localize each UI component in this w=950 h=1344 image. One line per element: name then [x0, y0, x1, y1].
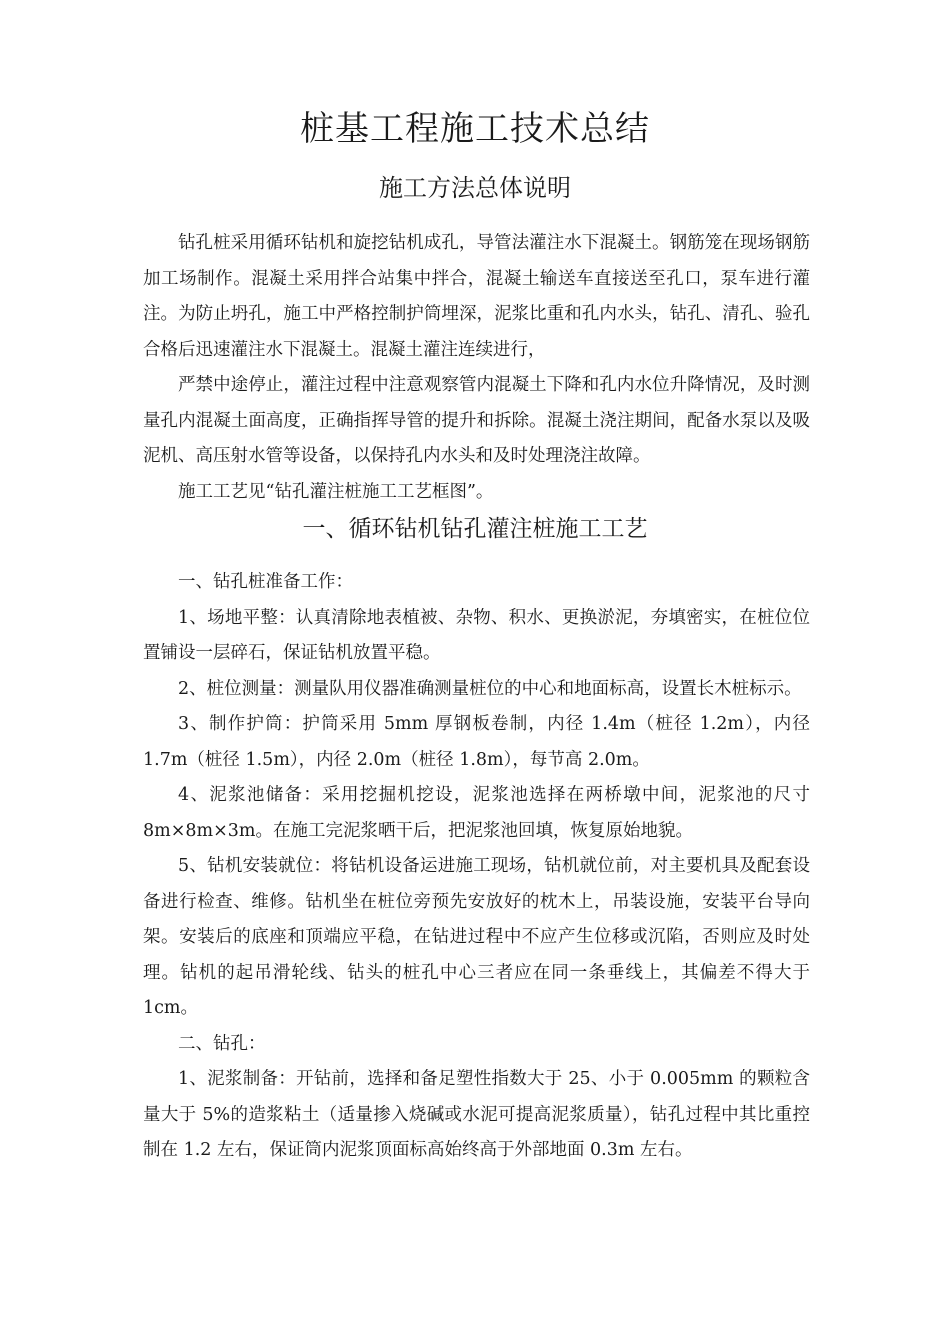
document-subtitle: 施工方法总体说明 [379, 174, 571, 202]
paragraph: 钻孔桩采用循环钻机和旋挖钻机成孔，导管法灌注水下混凝土。钢筋笼在现场钢筋加工场制作。混凝土采用拌合站集中拌合，混凝土输送车直接送至孔口，泵车进行灌注。为防止坍孔，施工中严格控制护筒埋深，泥浆比重和孔内水头，钻孔、清孔、验孔合格后迅速灌注水下混凝土。混凝土灌注连续进行， [143, 233, 810, 360]
paragraph: 4、泥浆池储备：采用挖掘机挖设，泥浆池选择在两桥墩中间，泥浆池的尺寸 8m×8m×3m。在施工完泥浆晒干后，把泥浆池回填，恢复原始地貌。 [143, 785, 810, 841]
paragraph: 5、钻机安装就位：将钻机设备运进施工现场，钻机就位前，对主要机具及配套设备进行检查、维修。钻机坐在桩位旁预先安放好的枕木上，吊装设施，安装平台导向架。安装后的底座和顶端应平稳，在钻进过程中不应产生位移或沉陷，否则应及时处理。钻机的起吊滑轮线、钻头的桩孔中心三者应在同一条垂线上，其偏差不得大于 1cm。 [143, 856, 810, 1018]
intro-section [143, 226, 810, 510]
subheading: 一、钻孔桩准备工作： [178, 572, 353, 592]
paragraph: 2、桩位测量：测量队用仪器准确测量桩位的中心和地面标高，设置长木桩标示。 [178, 678, 802, 699]
paragraph: 1、泥浆制备：开钻前，选择和备足塑性指数大于 25、小于 0.005mm 的颗粒含量大于 5%的造浆粘土（适量掺入烧碱或水泥可提高泥浆质量），钻孔过程中其比重控制在 1.2 左右，保证筒内泥浆顶面标高始终高于外部地面 0.3m 左右。 [143, 1069, 810, 1160]
document-title: 桩基工程施工技术总结 [300, 109, 650, 149]
paragraph: 严禁中途停止，灌注过程中注意观察管内混凝土下降和孔内水位升降情况，及时测量孔内混凝土面高度，正确指挥导管的提升和拆除。混凝土浇注期间，配备水泵以及吸泥机、高压射水管等设备，以保持孔内水头和及时处理浇注故障。 [143, 375, 810, 466]
section-body [143, 565, 810, 1169]
subheading: 二、钻孔： [178, 1033, 266, 1054]
paragraph: 施工工艺见“钻孔灌注桩施工工艺框图”。 [178, 481, 494, 502]
paragraph: 3、制作护筒：护筒采用 5mm 厚钢板卷制，内径 1.4m（桩径 1.2m），内径 1.7m（桩径 1.5m），内径 2.0m（桩径 1.8m），每节高 2.0m。 [143, 714, 810, 770]
section-heading: 一、循环钻机钻孔灌注桩施工工艺 [302, 516, 648, 542]
paragraph: 1、场地平整：认真清除地表植被、杂物、积水、更换淤泥，夯填密实，在桩位位置铺设一层碎石，保证钻机放置平稳。 [143, 607, 810, 663]
